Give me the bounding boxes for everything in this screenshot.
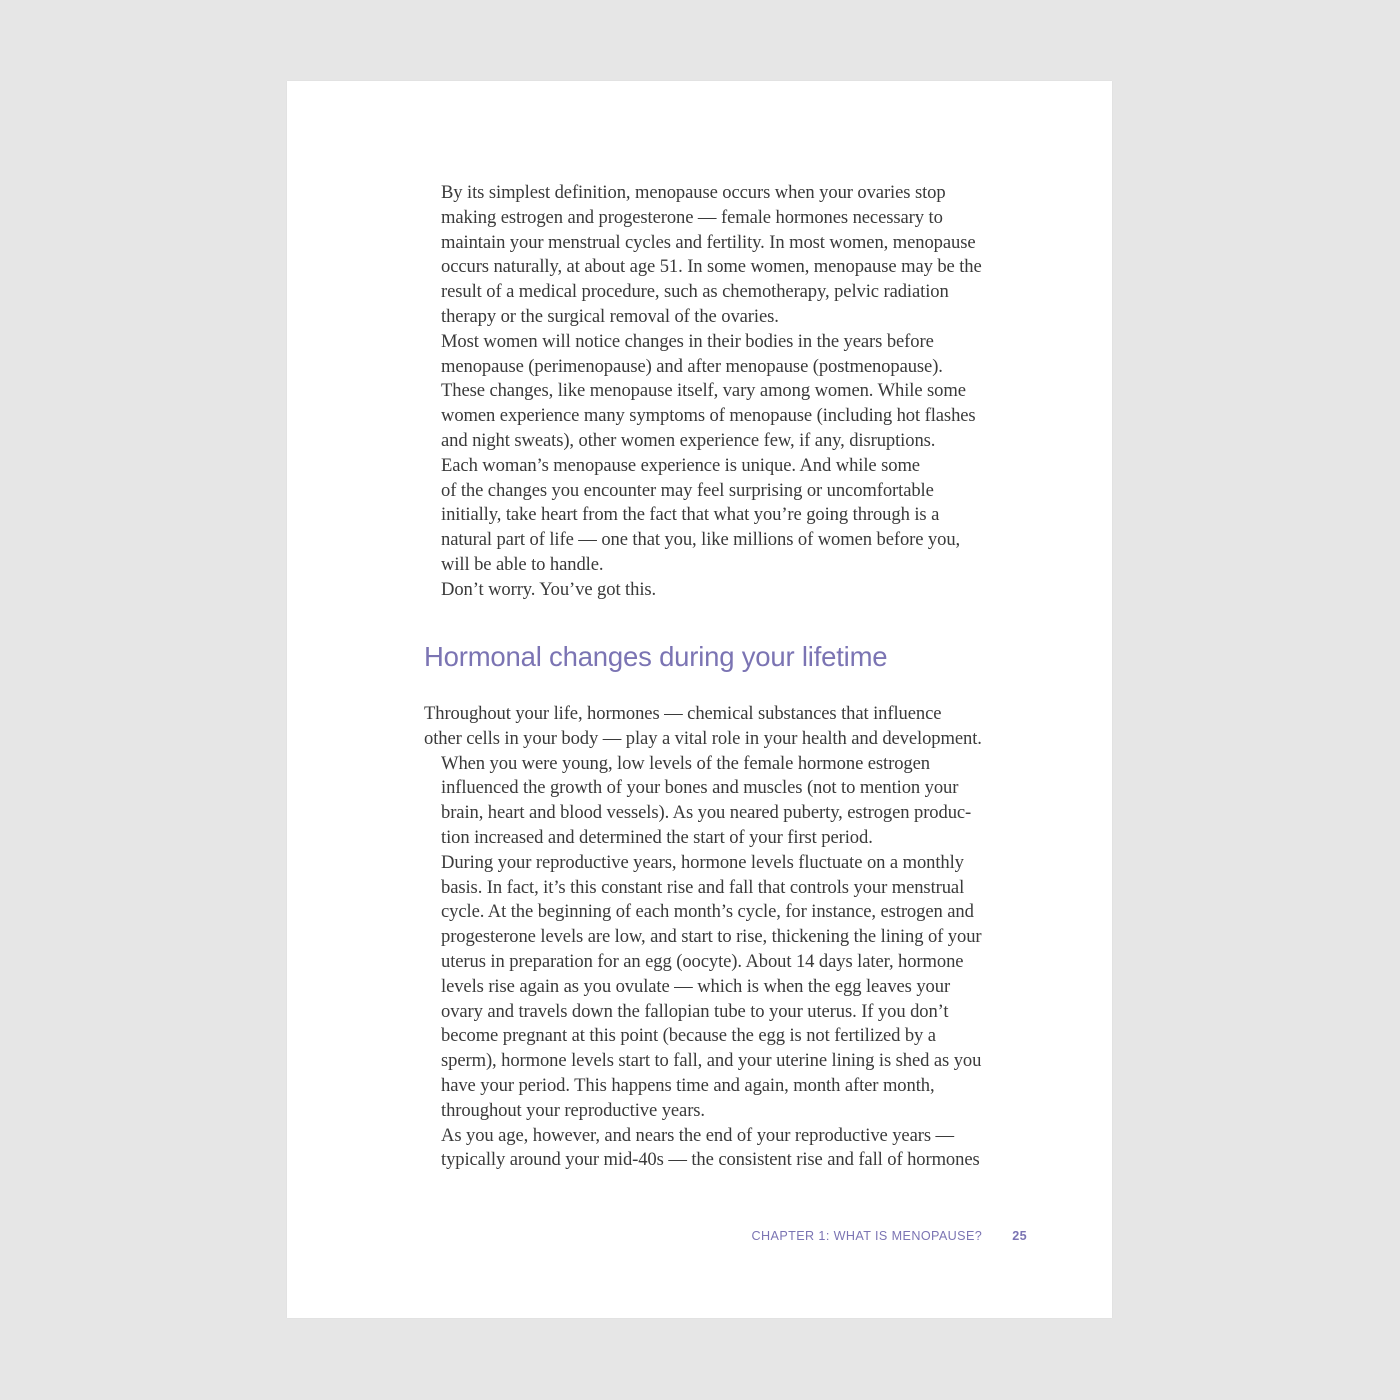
text-line: brain, heart and blood vessels). As you neared puberty, estrogen produc- (441, 802, 972, 824)
paragraph (424, 752, 1034, 851)
text-line: Don’t worry. You’ve got this. (441, 578, 657, 600)
text-line: of the changes you encounter may feel surprising or uncomfortable (441, 479, 934, 501)
text-line: maintain your menstrual cycles and fertility. In most women, menopause (441, 231, 976, 253)
text-line: will be able to handle. (441, 553, 604, 575)
text-line: initially, take heart from the fact that what you’re going through is a (441, 504, 940, 526)
section-body-text (424, 702, 1034, 1173)
paragraph (424, 578, 1034, 603)
intro-text (424, 181, 1034, 603)
paragraph (424, 702, 1034, 752)
book-page (287, 81, 1112, 1318)
text-line: These changes, like menopause itself, vary among women. While some (441, 380, 966, 402)
text-line: progesterone levels are low, and start to rise, thickening the lining of your (441, 926, 982, 948)
text-line: typically around your mid-40s — the consistent rise and fall of hormones (441, 1149, 980, 1171)
text-line: ovary and travels down the fallopian tube to your uterus. If you don’t (441, 1000, 949, 1022)
paragraph (424, 851, 1034, 1124)
text-line: throughout your reproductive years. (441, 1099, 705, 1121)
paragraph (424, 330, 1034, 454)
text-line: cycle. At the beginning of each month’s cycle, for instance, estrogen and (441, 901, 974, 923)
text-line: levels rise again as you ovulate — which is when the egg leaves your (441, 975, 951, 997)
paragraph (424, 454, 1034, 578)
text-line: By its simplest definition, menopause occurs when your ovaries stop (441, 182, 946, 203)
text-line: Throughout your life, hormones — chemical substances that influence (424, 703, 942, 724)
text-line: uterus in preparation for an egg (oocyte). About 14 days later, hormone (441, 950, 964, 972)
text-line: other cells in your body — play a vital role in your health and development. (424, 727, 982, 749)
text-line: When you were young, low levels of the female hormone estrogen (441, 752, 930, 774)
text-line: sperm), hormone levels start to fall, and your uterine lining is shed as you (441, 1050, 982, 1072)
section-heading: Hormonal changes during your lifetime (424, 641, 888, 672)
text-line: occurs naturally, at about age 51. In some women, menopause may be the (441, 256, 982, 278)
paragraph (424, 181, 1034, 330)
text-line: menopause (perimenopause) and after menopause (postmenopause). (441, 355, 943, 377)
text-line: women experience many symptoms of menopause (including hot flashes (441, 405, 976, 427)
text-line: Each woman’s menopause experience is unique. And while some (441, 454, 920, 476)
text-line: tion increased and determined the start of your first period. (441, 826, 873, 848)
text-line: natural part of life — one that you, like millions of women before you, (441, 529, 961, 551)
text-line: have your period. This happens time and again, month after month, (441, 1074, 935, 1096)
page-number: 25 (1012, 1229, 1027, 1243)
text-line: During your reproductive years, hormone levels fluctuate on a monthly (441, 851, 964, 873)
text-line: making estrogen and progesterone — female hormones necessary to (441, 206, 943, 228)
text-line: become pregnant at this point (because the egg is not fertilized by a (441, 1025, 936, 1047)
paragraph (424, 1124, 1034, 1174)
text-line: As you age, however, and nears the end of your reproductive years — (441, 1124, 954, 1146)
text-line: basis. In fact, it’s this constant rise and fall that controls your menstrual (441, 876, 965, 898)
text-line: Most women will notice changes in their bodies in the years before (441, 330, 934, 352)
text-line: and night sweats), other women experience few, if any, disruptions. (441, 429, 936, 451)
text-line: result of a medical procedure, such as chemotherapy, pelvic radiation (441, 281, 949, 303)
page-footer (752, 1229, 1027, 1243)
running-head: CHAPTER 1: WHAT IS MENOPAUSE? (751, 1229, 983, 1243)
text-line: therapy or the surgical removal of the ovaries. (441, 305, 779, 327)
text-line: influenced the growth of your bones and muscles (not to mention your (441, 777, 959, 799)
